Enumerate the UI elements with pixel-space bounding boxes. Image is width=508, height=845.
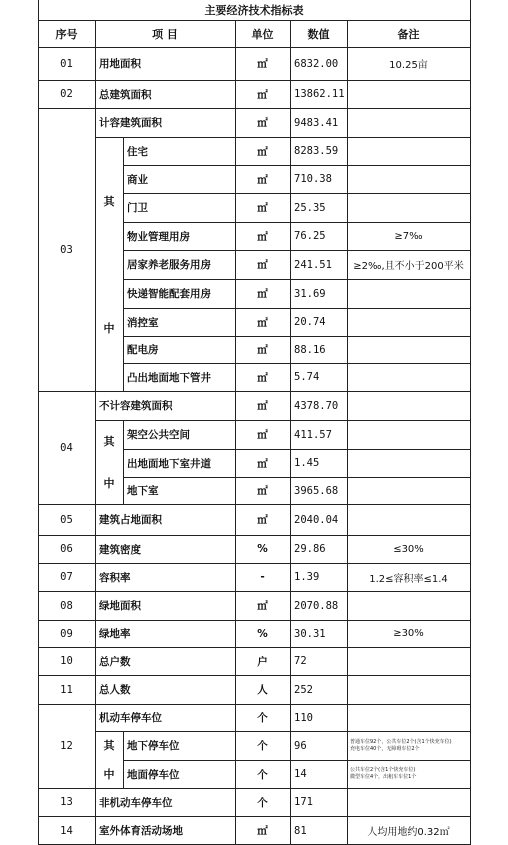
row-item: 总建筑面积 (99, 88, 152, 101)
row-item: 地面停车位 (127, 768, 180, 781)
row-item: 出地面地下室井道 (127, 457, 211, 470)
row-item: 地下停车位 (127, 740, 180, 752)
row-remark (347, 704, 470, 731)
row-item: 建筑密度 (99, 543, 141, 556)
row-item: 消控室 (127, 316, 159, 329)
row-value: 29.86 (294, 543, 326, 555)
row-value: 1.39 (294, 571, 320, 583)
row-remark (347, 137, 470, 165)
row-item: 商业 (127, 173, 148, 186)
h-rule (38, 535, 471, 536)
row-item: 居家养老服务用房 (127, 259, 211, 271)
row-unit: ㎡ (257, 230, 268, 243)
row-item: 住宅 (127, 145, 148, 158)
row-remark (347, 504, 470, 535)
h-rule (38, 563, 471, 564)
sub-label-qi: 其 (103, 739, 115, 753)
row-value: 110 (294, 711, 313, 724)
group-no: 03 (60, 243, 73, 256)
row-unit: ㎡ (257, 457, 268, 470)
row-unit: ㎡ (257, 288, 268, 300)
v-rule (470, 0, 471, 845)
row-remark (347, 193, 470, 222)
row-unit: ㎡ (257, 88, 268, 101)
row-item: 凸出地面地下管井 (127, 371, 211, 384)
row-item: 容积率 (99, 571, 131, 584)
h-rule (38, 704, 471, 705)
row-unit: ㎡ (257, 173, 268, 186)
row-unit: ㎡ (257, 371, 268, 384)
row-unit: ㎡ (257, 145, 268, 158)
h-rule (38, 47, 471, 48)
header-value: 数值 (307, 27, 330, 41)
h-rule (95, 137, 471, 138)
row-value: 96 (294, 739, 307, 752)
h-rule (123, 222, 471, 223)
row-value: 76.25 (294, 230, 326, 242)
row-item: 地下室 (127, 485, 159, 497)
row-item: 绿地率 (99, 628, 131, 640)
v-rule (38, 0, 39, 845)
row-remark: 公共车位2个(含1个快充车位) 微型车位4个，出租车车位1个 (350, 767, 417, 780)
h-rule (38, 108, 471, 109)
v-rule (123, 137, 124, 391)
row-remark: 1.2≤容积率≤1.4 (369, 573, 448, 585)
row-unit: ㎡ (257, 202, 268, 214)
row-remark (347, 591, 470, 620)
row-unit: ㎡ (257, 600, 268, 612)
row-remark (347, 477, 470, 504)
row-no: 09 (60, 627, 73, 640)
h-rule (123, 477, 471, 478)
row-value: 30.31 (294, 627, 326, 640)
row-no: 06 (60, 543, 73, 555)
row-value: 3965.68 (294, 484, 339, 497)
row-remark (347, 449, 470, 477)
h-rule (123, 308, 471, 309)
h-rule (123, 363, 471, 364)
row-item: 非机动车停车位 (99, 796, 173, 809)
v-rule (95, 20, 96, 845)
group-no: 12 (60, 740, 73, 752)
group-no: 04 (60, 441, 73, 454)
row-item: 物业管理用房 (127, 230, 190, 243)
row-no: 05 (60, 513, 73, 526)
row-value: 1.45 (294, 457, 320, 469)
h-rule (123, 336, 471, 337)
row-value: 72 (294, 655, 307, 667)
header-item: 项 目 (152, 27, 178, 41)
row-remark (347, 391, 470, 420)
h-rule (95, 420, 471, 421)
sub-label (95, 731, 123, 788)
row-unit: 个 (257, 740, 268, 752)
row-value: 241.51 (294, 258, 332, 271)
row-item: 总人数 (99, 684, 131, 696)
row-item: 绿地面积 (99, 600, 141, 612)
row-no: 08 (60, 599, 73, 612)
row-value: 171 (294, 796, 313, 808)
h-rule (123, 760, 471, 761)
sub-label-qi: 其 (103, 194, 115, 208)
row-value: 88.16 (294, 343, 326, 356)
row-remark: 人均用地约0.32㎡ (367, 827, 450, 838)
row-remark (347, 336, 470, 363)
h-rule (38, 80, 471, 81)
h-rule (123, 193, 471, 194)
h-rule (95, 731, 471, 732)
row-item: 总户数 (99, 655, 131, 668)
row-value: 9483.41 (294, 116, 339, 129)
row-no: 14 (60, 824, 73, 837)
sub-label-qi: 其 (103, 435, 115, 448)
h-rule (38, 391, 471, 392)
row-value: 5.74 (294, 371, 320, 383)
row-value: 2040.04 (294, 513, 339, 526)
row-unit: ㎡ (257, 825, 268, 837)
sub-label-zhong: 中 (103, 321, 115, 335)
row-no: 02 (60, 88, 73, 100)
row-remark (347, 279, 470, 308)
h-rule (123, 449, 471, 450)
row-value: 2070.88 (294, 599, 339, 612)
h-rule (38, 504, 471, 505)
h-rule (38, 591, 471, 592)
h-rule (38, 788, 471, 789)
row-item: 机动车停车位 (99, 712, 162, 724)
row-unit: - (260, 571, 265, 583)
v-rule (347, 20, 348, 845)
row-unit: 户 (257, 655, 268, 668)
v-rule (235, 20, 236, 845)
row-value: 4378.70 (294, 399, 339, 412)
row-item: 不计容建筑面积 (99, 400, 173, 412)
row-value: 20.74 (294, 316, 326, 328)
table-title: 主要经济技术指标表 (204, 4, 304, 17)
v-rule (123, 420, 124, 504)
row-unit: % (257, 627, 268, 640)
row-remark (347, 308, 470, 336)
row-item: 架空公共空间 (127, 429, 190, 441)
row-item: 建筑占地面积 (99, 514, 162, 526)
row-remark: ≥7‰ (394, 230, 423, 242)
row-item: 快递智能配套用房 (127, 288, 211, 300)
h-rule (38, 20, 471, 21)
row-no: 10 (60, 655, 73, 667)
row-item: 用地面积 (99, 58, 141, 70)
row-value: 411.57 (294, 428, 332, 441)
row-no: 13 (60, 796, 73, 808)
row-unit: % (257, 543, 268, 555)
row-remark: ≤30% (393, 543, 424, 555)
row-unit: 个 (257, 768, 268, 781)
header-remark: 备注 (397, 27, 420, 41)
row-item: 计容建筑面积 (99, 117, 162, 129)
row-unit: ㎡ (257, 316, 268, 329)
row-unit: ㎡ (257, 259, 268, 271)
sub-label (95, 137, 123, 391)
row-value: 14 (294, 768, 307, 780)
h-rule (38, 675, 471, 676)
row-value: 710.38 (294, 173, 332, 185)
row-remark (347, 363, 470, 391)
row-item: 门卫 (127, 202, 148, 214)
h-rule (123, 165, 471, 166)
h-rule (38, 816, 471, 817)
row-remark (347, 675, 470, 704)
row-remark (347, 108, 470, 137)
row-remark (347, 420, 470, 449)
row-item: 室外体育活动场地 (99, 825, 183, 837)
row-remark (347, 165, 470, 193)
h-rule (38, 647, 471, 648)
row-item: 配电房 (127, 344, 159, 356)
sub-label-zhong: 中 (103, 477, 115, 490)
row-unit: ㎡ (257, 58, 268, 70)
row-unit: 个 (257, 712, 268, 724)
row-remark: ≥2‰,且不小于200平米 (353, 261, 464, 272)
row-unit: ㎡ (257, 429, 268, 441)
sub-label-zhong: 中 (103, 767, 115, 781)
row-value: 252 (294, 683, 313, 696)
row-no: 07 (60, 571, 73, 583)
row-remark: ≥30% (393, 628, 424, 639)
row-unit: 个 (257, 796, 268, 809)
header-unit: 单位 (251, 27, 274, 41)
row-value: 6832.00 (294, 57, 339, 70)
row-value: 8283.59 (294, 145, 339, 157)
row-unit: ㎡ (257, 485, 268, 497)
row-remark: 10.25亩 (389, 60, 428, 71)
row-value: 25.35 (294, 201, 326, 214)
row-unit: ㎡ (257, 514, 268, 526)
h-rule (123, 279, 471, 280)
row-value: 31.69 (294, 287, 326, 300)
row-remark: 普通车位92个，公共车位2个(含1个快充车位) 充电车位40个，无障碍车位2个 (350, 738, 452, 752)
row-value: 13862.11 (294, 88, 345, 100)
row-remark (347, 80, 470, 108)
row-no: 11 (60, 683, 73, 696)
v-rule (123, 731, 124, 788)
header-no: 序号 (55, 27, 78, 41)
h-rule (123, 250, 471, 251)
row-unit: 人 (257, 684, 268, 696)
h-rule (38, 620, 471, 621)
row-unit: ㎡ (257, 400, 268, 412)
v-rule (290, 20, 291, 845)
row-value: 81 (294, 824, 307, 837)
row-remark (347, 788, 470, 816)
sub-label (95, 420, 123, 504)
row-unit: ㎡ (257, 344, 268, 356)
row-remark (347, 647, 470, 675)
row-unit: ㎡ (257, 117, 268, 129)
row-no: 01 (60, 57, 73, 70)
